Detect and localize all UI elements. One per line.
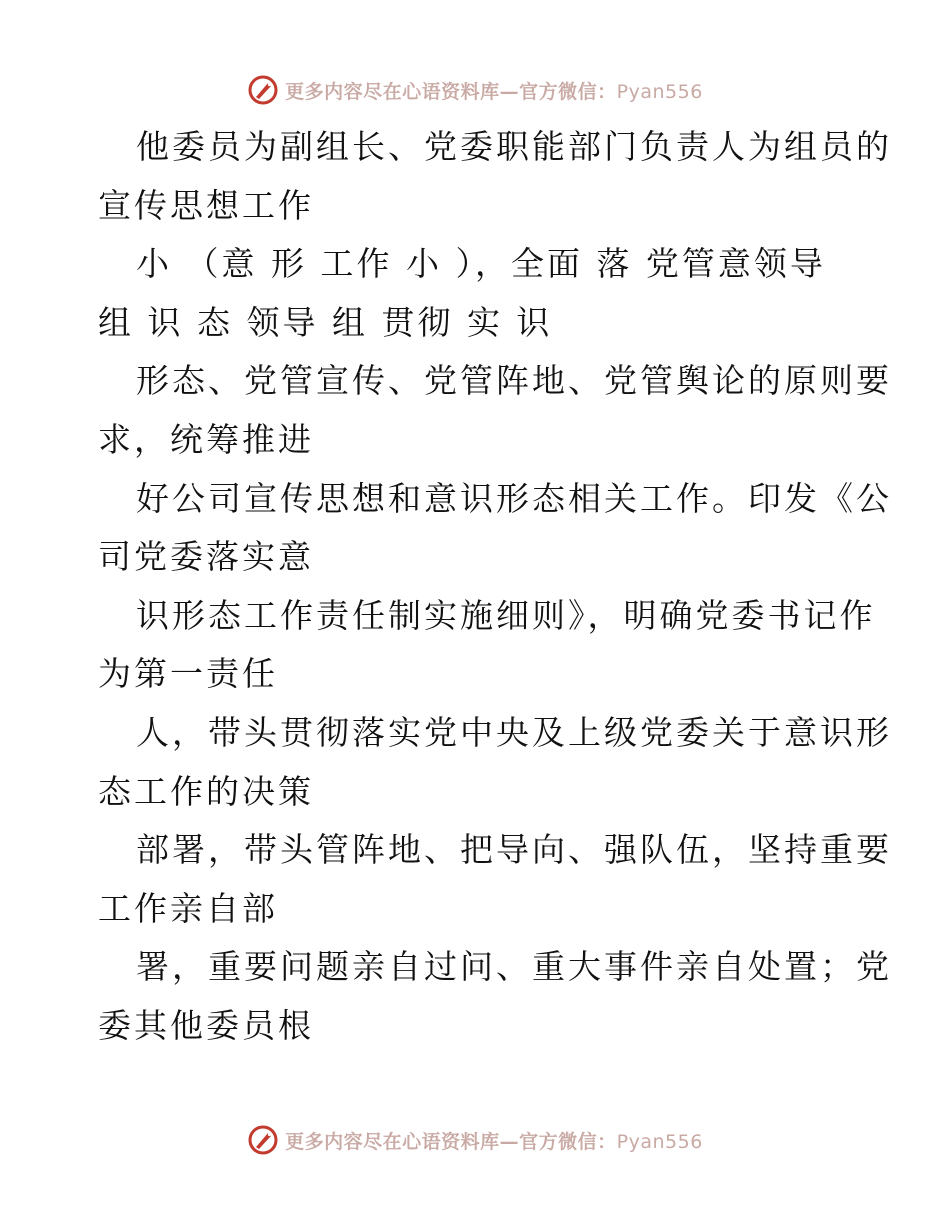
body-line: 他委员为副组长、党委职能部门负责人为组员的 [136, 127, 892, 166]
body-line: 署，重要问题亲自过问、重大事件亲自处置；党 [136, 947, 892, 987]
header-banner-text [285, 77, 703, 104]
body-line: 识形态工作责任制实施细则》，明确党委书记作 [136, 595, 876, 635]
body-line: 工作亲自部 [98, 888, 278, 928]
pen-nib-logo-icon [247, 74, 279, 106]
header-banner-text-latin: Pyan556 [616, 80, 703, 103]
body-line: 小 （意 形 工作 小 ），全面 落 党管意领导 [136, 244, 826, 284]
body-line: 司党委落实意 [98, 537, 314, 577]
header-banner [0, 70, 950, 110]
body-line: 人，带头贯彻落实党中央及上级党委关于意识形 [136, 712, 892, 752]
document-body [98, 118, 892, 1056]
footer-banner-text-latin: Pyan556 [616, 1130, 703, 1153]
body-line: 组 识 态 领导 组 贯彻 实 识 [98, 302, 553, 342]
body-line: 求，统筹推进 [98, 419, 314, 459]
body-line: 宣传思想工作 [98, 185, 314, 225]
body-line: 部署，带头管阵地、把导向、强队伍，坚持重要 [136, 830, 892, 870]
body-line: 形态、党管宣传、党管阵地、党管舆论的原则要 [136, 361, 892, 401]
footer-banner [0, 1120, 950, 1160]
body-line: 态工作的决策 [98, 771, 314, 811]
header-banner-text-cn: 更多内容尽在心语资料库—官方微信： [285, 80, 617, 103]
body-line: 好公司宣传思想和意识形态相关工作。印发《公 [136, 478, 892, 518]
body-line: 委其他委员根 [98, 1005, 314, 1045]
footer-banner-text [285, 1127, 703, 1154]
footer-banner-text-cn: 更多内容尽在心语资料库—官方微信： [285, 1130, 617, 1153]
body-line: 为第一责任 [98, 654, 278, 694]
pen-nib-logo-icon [247, 1124, 279, 1156]
